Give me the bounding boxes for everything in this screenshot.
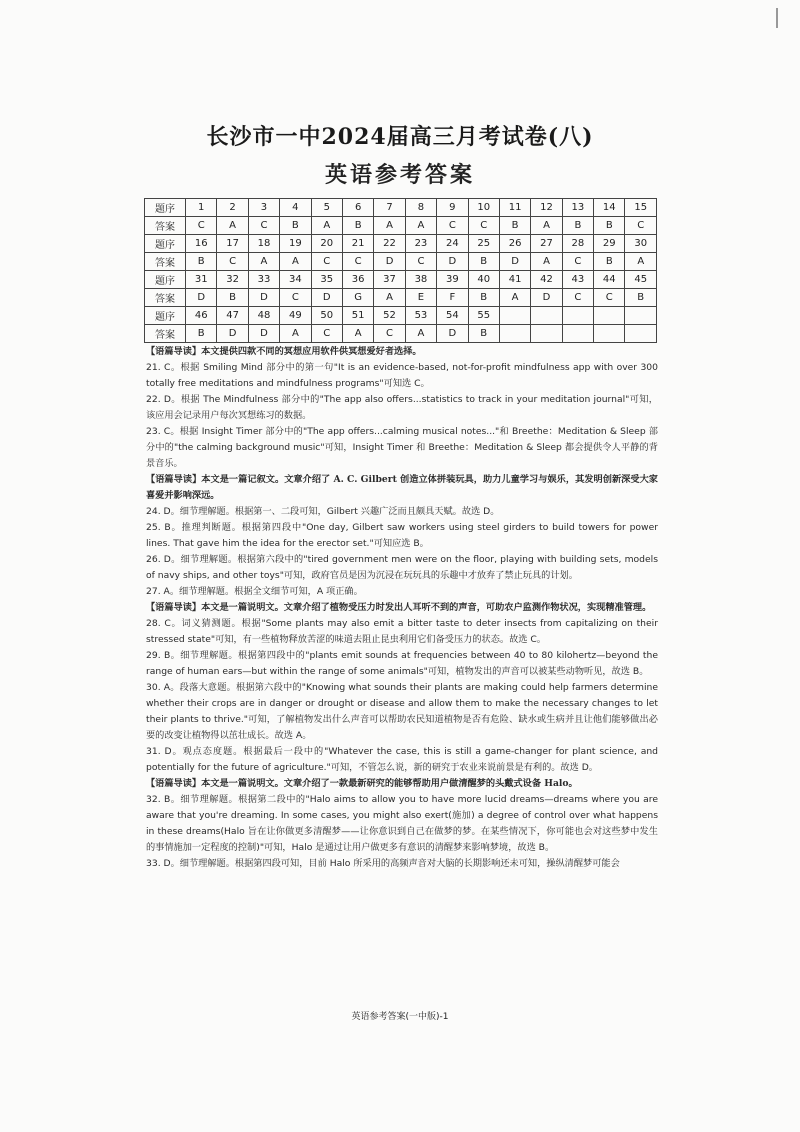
answer-table-cell: 26 bbox=[499, 235, 530, 253]
answer-table-row bbox=[145, 271, 657, 289]
answer-table-cell: 45 bbox=[625, 271, 657, 289]
answer-table-cell: D bbox=[374, 253, 405, 271]
answer-table-cell: 41 bbox=[499, 271, 530, 289]
answer-table-cell: B bbox=[594, 217, 625, 235]
answer-table-cell: 4 bbox=[280, 199, 311, 217]
answer-table-cell bbox=[594, 307, 625, 325]
answer-table-cell: D bbox=[499, 253, 530, 271]
answer-table-cell: 16 bbox=[186, 235, 217, 253]
page-subtitle: 英语参考答案 bbox=[324, 163, 475, 188]
answer-table-cell: 54 bbox=[437, 307, 468, 325]
answer-table-cell: A bbox=[531, 253, 562, 271]
answer-table-cell: 48 bbox=[248, 307, 279, 325]
answer-table-cell: D bbox=[437, 253, 468, 271]
answer-table-cell: C bbox=[594, 289, 625, 307]
answer-table-cell: A bbox=[531, 217, 562, 235]
answer-explanation: 29. B。细节理解题。根据第四段中的"plants emit sounds at frequencies between 40 to 80 kilohertz—beyond the range of human ears—but within the range of some animals"可知，植物发出的声音可以被某些动物听见，故选 B。 bbox=[146, 650, 658, 677]
answer-table-cell: 49 bbox=[280, 307, 311, 325]
answer-table-cell: C bbox=[374, 325, 405, 343]
answer-table-cell: 3 bbox=[248, 199, 279, 217]
answer-table-cell: 36 bbox=[342, 271, 373, 289]
answer-table-row bbox=[145, 307, 657, 325]
passage-guide: 【语篇导读】本文提供四款不同的冥想应用软件供冥想爱好者选择。 bbox=[146, 346, 422, 357]
answer-table-cell: 7 bbox=[374, 199, 405, 217]
answer-table-cell: 1 bbox=[186, 199, 217, 217]
answer-table-cell bbox=[499, 325, 530, 343]
answer-table-cell: 28 bbox=[562, 235, 593, 253]
answer-table-cell: D bbox=[248, 325, 279, 343]
row-label: 题序 bbox=[145, 235, 186, 253]
answer-table-cell: A bbox=[499, 289, 530, 307]
answer-table-cell: 20 bbox=[311, 235, 342, 253]
answer-table-row bbox=[145, 199, 657, 217]
answer-explanation: 30. A。段落大意题。根据第六段中的"Knowing what sounds their plants are making could help farmers determine whether their crops are in danger or drought or disease and allow them to make the necessary changes to let their plants to thrive."可知，了解植物发出什么声音可以帮助农民知道植物是否有危险、缺水或生病并且让他们能够做出必要的改变让植物得以茁壮成长。故选 A。 bbox=[146, 682, 658, 741]
answer-table-cell: C bbox=[437, 217, 468, 235]
answer-table-cell: C bbox=[562, 253, 593, 271]
answer-table-cell: 8 bbox=[405, 199, 436, 217]
answer-table-cell: B bbox=[342, 217, 373, 235]
answer-table-cell bbox=[562, 325, 593, 343]
answer-key-table bbox=[144, 198, 657, 343]
explanation-body bbox=[146, 344, 658, 872]
answer-table-cell: C bbox=[468, 217, 499, 235]
answer-table-cell: 30 bbox=[625, 235, 657, 253]
answer-table-cell: B bbox=[468, 253, 499, 271]
answer-table-cell: 5 bbox=[311, 199, 342, 217]
answer-table-cell: 21 bbox=[342, 235, 373, 253]
passage-guide: 【语篇导读】本文是一篇说明文。文章介绍了植物受压力时发出人耳听不到的声音，可助农户监测作物状况，实现精准管理。 bbox=[146, 602, 652, 613]
row-label: 题序 bbox=[145, 199, 186, 217]
answer-table-cell: C bbox=[311, 325, 342, 343]
answer-explanation: 25. B。推理判断题。根据第四段中"One day, Gilbert saw workers using steel girders to build towers for power lines. That gave him the idea for the erector set."可知应选 B。 bbox=[146, 522, 658, 549]
answer-table-cell: 46 bbox=[186, 307, 217, 325]
answer-table-cell: B bbox=[468, 325, 499, 343]
answer-table-cell: 17 bbox=[217, 235, 248, 253]
answer-table-cell: 25 bbox=[468, 235, 499, 253]
answer-table-cell: 14 bbox=[594, 199, 625, 217]
answer-table-cell: 42 bbox=[531, 271, 562, 289]
answer-table-cell: 50 bbox=[311, 307, 342, 325]
answer-table-cell: A bbox=[374, 217, 405, 235]
answer-table-cell: C bbox=[217, 253, 248, 271]
answer-table-cell: A bbox=[374, 289, 405, 307]
answer-table-cell: 19 bbox=[280, 235, 311, 253]
answer-table-cell: A bbox=[625, 253, 657, 271]
answer-table-cell: B bbox=[186, 253, 217, 271]
answer-table-cell: 35 bbox=[311, 271, 342, 289]
answer-explanation: 26. D。细节理解题。根据第六段中的"tired government men were on the floor, playing with building sets, models of navy ships, and other toys"可知，政府官员是因为沉浸在玩玩具的乐趣中才放弃了禁止玩具的计划。 bbox=[146, 554, 658, 581]
answer-table-cell: B bbox=[562, 217, 593, 235]
answer-table-cell: F bbox=[437, 289, 468, 307]
answer-table-row bbox=[145, 217, 657, 235]
answer-table-cell: 12 bbox=[531, 199, 562, 217]
answer-explanation: 27. A。细节理解题。根据全文细节可知，A 项正确。 bbox=[146, 586, 363, 597]
answer-table-cell: 22 bbox=[374, 235, 405, 253]
answer-table-cell: 24 bbox=[437, 235, 468, 253]
answer-explanation: 24. D。细节理解题。根据第一、二段可知，Gilbert 兴趣广泛而且颇具天赋。故选 D。 bbox=[146, 506, 500, 517]
answer-table-row bbox=[145, 289, 657, 307]
answer-table-cell: C bbox=[248, 217, 279, 235]
answer-table-cell: A bbox=[217, 217, 248, 235]
answer-table-cell: 55 bbox=[468, 307, 499, 325]
answer-table-cell: C bbox=[562, 289, 593, 307]
answer-table-cell: A bbox=[248, 253, 279, 271]
answer-table-cell: 44 bbox=[594, 271, 625, 289]
answer-table-cell: 43 bbox=[562, 271, 593, 289]
answer-table-cell: 15 bbox=[625, 199, 657, 217]
passage-guide: 【语篇导读】本文是一篇说明文。文章介绍了一款最新研究的能够帮助用户做清醒梦的头戴式设备 Halo。 bbox=[146, 778, 578, 789]
answer-table-cell: B bbox=[186, 325, 217, 343]
answer-table-cell: 53 bbox=[405, 307, 436, 325]
answer-table-cell: 13 bbox=[562, 199, 593, 217]
answer-table-row bbox=[145, 325, 657, 343]
answer-explanation: 33. D。细节理解题。根据第四段可知，目前 Halo 所采用的高频声音对大脑的长期影响还未可知，操纵清醒梦可能会 bbox=[146, 858, 620, 869]
answer-table-cell: D bbox=[248, 289, 279, 307]
answer-table-cell: 9 bbox=[437, 199, 468, 217]
answer-table-row bbox=[145, 253, 657, 271]
answer-table-cell: 11 bbox=[499, 199, 530, 217]
answer-table-cell: 31 bbox=[186, 271, 217, 289]
answer-table-cell bbox=[594, 325, 625, 343]
answer-table-cell: B bbox=[625, 289, 657, 307]
row-label: 答案 bbox=[145, 253, 186, 271]
answer-table-cell: D bbox=[437, 325, 468, 343]
answer-table-cell: 39 bbox=[437, 271, 468, 289]
answer-table-cell: B bbox=[594, 253, 625, 271]
answer-table-cell: 2 bbox=[217, 199, 248, 217]
answer-table-cell: 34 bbox=[280, 271, 311, 289]
answer-table-row bbox=[145, 235, 657, 253]
answer-table-cell: 6 bbox=[342, 199, 373, 217]
page-footer: 英语参考答案(一中版)-1 bbox=[351, 1012, 449, 1022]
answer-table-cell: B bbox=[499, 217, 530, 235]
answer-explanation: 28. C。词义猜测题。根据"Some plants may also emit a bitter taste to deter insects from capitalizing on their stressed state"可知，有一些植物释放苦涩的味道去阻止昆虫利用它们备受压力的状态。故选 C。 bbox=[146, 618, 658, 645]
answer-table-cell: 33 bbox=[248, 271, 279, 289]
scan-edge-mark bbox=[770, 8, 778, 28]
answer-table-cell: D bbox=[311, 289, 342, 307]
answer-table-cell: C bbox=[625, 217, 657, 235]
answer-table-cell bbox=[625, 325, 657, 343]
answer-table-cell: E bbox=[405, 289, 436, 307]
answer-table-cell bbox=[531, 325, 562, 343]
passage-guide: 【语篇导读】本文是一篇记叙文。文章介绍了 A. C. Gilbert 创造立体拼装玩具，助力儿童学习与娱乐，其发明创新深受大家喜爱并影响深远。 bbox=[146, 474, 658, 501]
answer-table-cell: D bbox=[217, 325, 248, 343]
answer-table-cell: 18 bbox=[248, 235, 279, 253]
answer-table-cell: 10 bbox=[468, 199, 499, 217]
answer-table-cell: 29 bbox=[594, 235, 625, 253]
answer-table-cell: A bbox=[280, 325, 311, 343]
answer-table-cell bbox=[562, 307, 593, 325]
answer-table-cell: A bbox=[342, 325, 373, 343]
answer-explanation: 21. C。根据 Smiling Mind 部分中的第一句"It is an evidence-based, not-for-profit mindfulness app with over 300 totally free meditations and mindfulness programs"可知选 C。 bbox=[146, 362, 658, 389]
answer-table-cell: A bbox=[405, 217, 436, 235]
answer-table-cell: C bbox=[405, 253, 436, 271]
answer-table-cell: A bbox=[311, 217, 342, 235]
answer-explanation: 23. C。根据 Insight Timer 部分中的"The app offers...calming musical notes..."和 Breethe：Meditation & Sleep 部分中的"the calming background music"可知，Insight Timer 和 Breethe：Meditation & Sleep 都会提供令人平静的背景音乐。 bbox=[146, 426, 658, 469]
answer-table-cell: 23 bbox=[405, 235, 436, 253]
answer-table-cell: 47 bbox=[217, 307, 248, 325]
answer-table-cell: D bbox=[531, 289, 562, 307]
answer-table-cell: 51 bbox=[342, 307, 373, 325]
answer-table-cell: 52 bbox=[374, 307, 405, 325]
answer-table-cell: B bbox=[217, 289, 248, 307]
answer-table-cell bbox=[625, 307, 657, 325]
row-label: 答案 bbox=[145, 289, 186, 307]
answer-table-cell: 38 bbox=[405, 271, 436, 289]
answer-table-cell bbox=[499, 307, 530, 325]
answer-table-cell: A bbox=[280, 253, 311, 271]
answer-table-cell: 32 bbox=[217, 271, 248, 289]
answer-table-cell: 40 bbox=[468, 271, 499, 289]
answer-explanation: 32. B。细节理解题。根据第二段中的"Halo aims to allow you to have more lucid dreams—dreams where you are aware that you're dreaming. In some cases, you might also exert(施加) a degree of control over what happens in these dreams(Halo 旨在让你做更多清醒梦——让你意识到自己在做梦的梦。在某些情况下，你可能也会对这些梦中发生的事情施加一定程度的控制)"可知，Halo 是通过让用户做更多有意识的清醒梦来影响梦境，故选 B。 bbox=[146, 794, 658, 853]
row-label: 答案 bbox=[145, 217, 186, 235]
answer-table-cell: 37 bbox=[374, 271, 405, 289]
page-title: 长沙市一中2024届高三月考试卷(八) bbox=[206, 124, 594, 150]
answer-table-cell: C bbox=[280, 289, 311, 307]
answer-explanation: 22. D。根据 The Mindfulness 部分中的"The app also offers...statistics to track in your meditation journal"可知，该应用会记录用户每次冥想练习的数据。 bbox=[146, 394, 658, 421]
row-label: 答案 bbox=[145, 325, 186, 343]
answer-table-cell: C bbox=[186, 217, 217, 235]
answer-table-cell: B bbox=[280, 217, 311, 235]
answer-table-cell: D bbox=[186, 289, 217, 307]
answer-table-cell bbox=[531, 307, 562, 325]
answer-table-cell: C bbox=[342, 253, 373, 271]
row-label: 题序 bbox=[145, 271, 186, 289]
answer-table-cell: G bbox=[342, 289, 373, 307]
answer-table-cell: 27 bbox=[531, 235, 562, 253]
answer-table-cell: C bbox=[311, 253, 342, 271]
row-label: 题序 bbox=[145, 307, 186, 325]
answer-table-cell: A bbox=[405, 325, 436, 343]
answer-explanation: 31. D。观点态度题。根据最后一段中的"Whatever the case, this is still a game-changer for plant science, and potentially for the future of agriculture."可知，不管怎么说，新的研究于农业来说前景是有利的。故选 D。 bbox=[146, 746, 658, 773]
answer-table-cell: B bbox=[468, 289, 499, 307]
